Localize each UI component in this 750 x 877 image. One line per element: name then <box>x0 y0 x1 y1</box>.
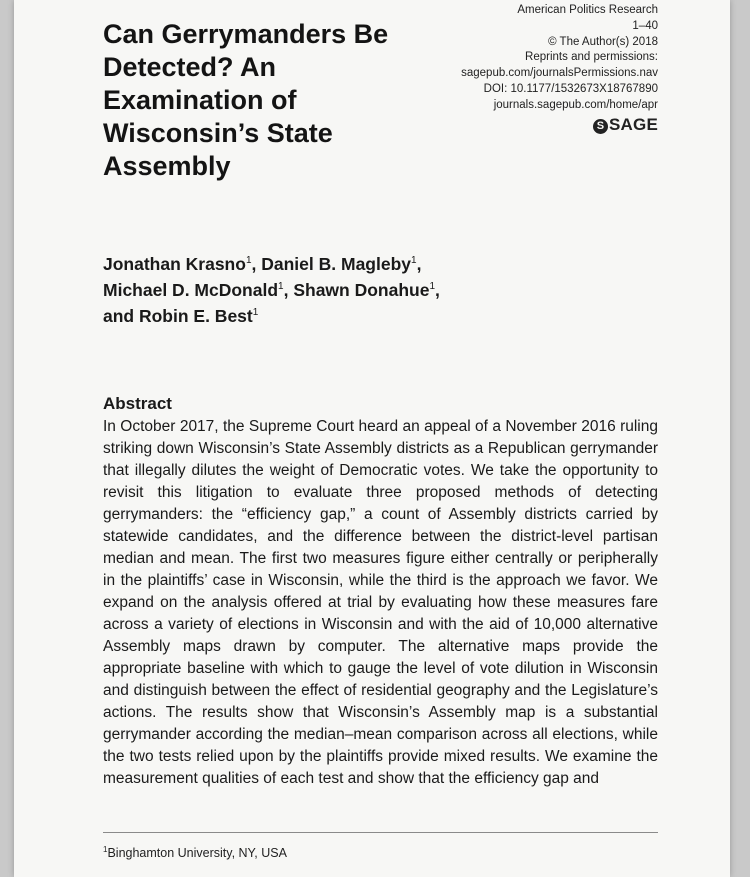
sage-logo-icon: S <box>593 119 608 134</box>
reprints-label: Reprints and permissions: <box>525 51 658 64</box>
abstract-text: In October 2017, the Supreme Court heard an appeal of a November 2016 ruling striking down Wisconsin’s State Assembly districts as a Republican gerrymander that illegally dilutes the weight of Democratic votes. We take the opportunity to revisit this litigation to evaluate three proposed methods of detecting gerrymanders: the “efficiency gap,” a count of Assembly districts carried by statewide candidates, and the difference between the district-level partisan median and mean. The first two measures figure either centrally or peripherally in the plaintiffs’ case in Wisconsin, while the third is the approach we favor. We expand on the analysis offered at trial by evaluating how these measures fare across a variety of elections in Wisconsin and with the aid of 10,000 alternative Assembly maps drawn by computer. The alternative maps provide the appropriate baseline with which to gauge the level of vote dilution in Wisconsin and distinguish between the effect of residential geography and the Legislature’s actions. The results show that Wisconsin’s Assembly map is a substantial gerrymander according the median–mean comparison across all elections, while the two tests relied upon by the plaintiffs provide mixed results. We examine the measurement qualities of each test and show that the efficiency gap and <box>103 418 658 787</box>
copyright: © The Author(s) 2018 <box>548 35 658 48</box>
permissions-link[interactable]: sagepub.com/journalsPermissions.nav <box>461 67 658 80</box>
author: Michael D. McDonald$^1$, <box>103 280 294 300</box>
publisher-name: SAGE <box>609 114 658 134</box>
footnote-marker: 1 <box>103 845 108 854</box>
journal-home-link[interactable]: journals.sagepub.com/home/apr <box>493 98 658 111</box>
footnote-text: Binghamton University, NY, USA <box>107 846 287 860</box>
author: Shawn Donahue$^1$, <box>293 280 440 300</box>
journal-meta <box>398 3 658 134</box>
article-title: Can Gerrymanders Be Detected? An Examination of Wisconsin’s State Assembly <box>103 19 389 181</box>
author: and Robin E. Best$^1$ <box>103 306 259 326</box>
affiliation-marker: 1 <box>252 307 259 318</box>
author-list <box>103 251 623 329</box>
author: Daniel B. Magleby$^1$, <box>261 254 422 274</box>
footnote-divider <box>103 832 658 833</box>
journal-name: American Politics Research <box>517 4 658 16</box>
affiliation-footnote <box>103 846 287 860</box>
publisher-logo <box>398 114 658 134</box>
paper-page <box>14 0 730 877</box>
affiliation-marker: 1 <box>429 281 436 292</box>
page-range: 1–40 <box>632 19 658 32</box>
author: Jonathan Krasno$^1$, <box>103 254 262 274</box>
affiliation-marker: 1 <box>411 255 417 266</box>
affiliation-marker: 1 <box>278 281 284 292</box>
abstract-heading: Abstract <box>103 394 172 413</box>
affiliation-marker: 1 <box>245 255 252 266</box>
doi[interactable]: DOI: 10.1177/1532673X18767890 <box>483 82 658 95</box>
